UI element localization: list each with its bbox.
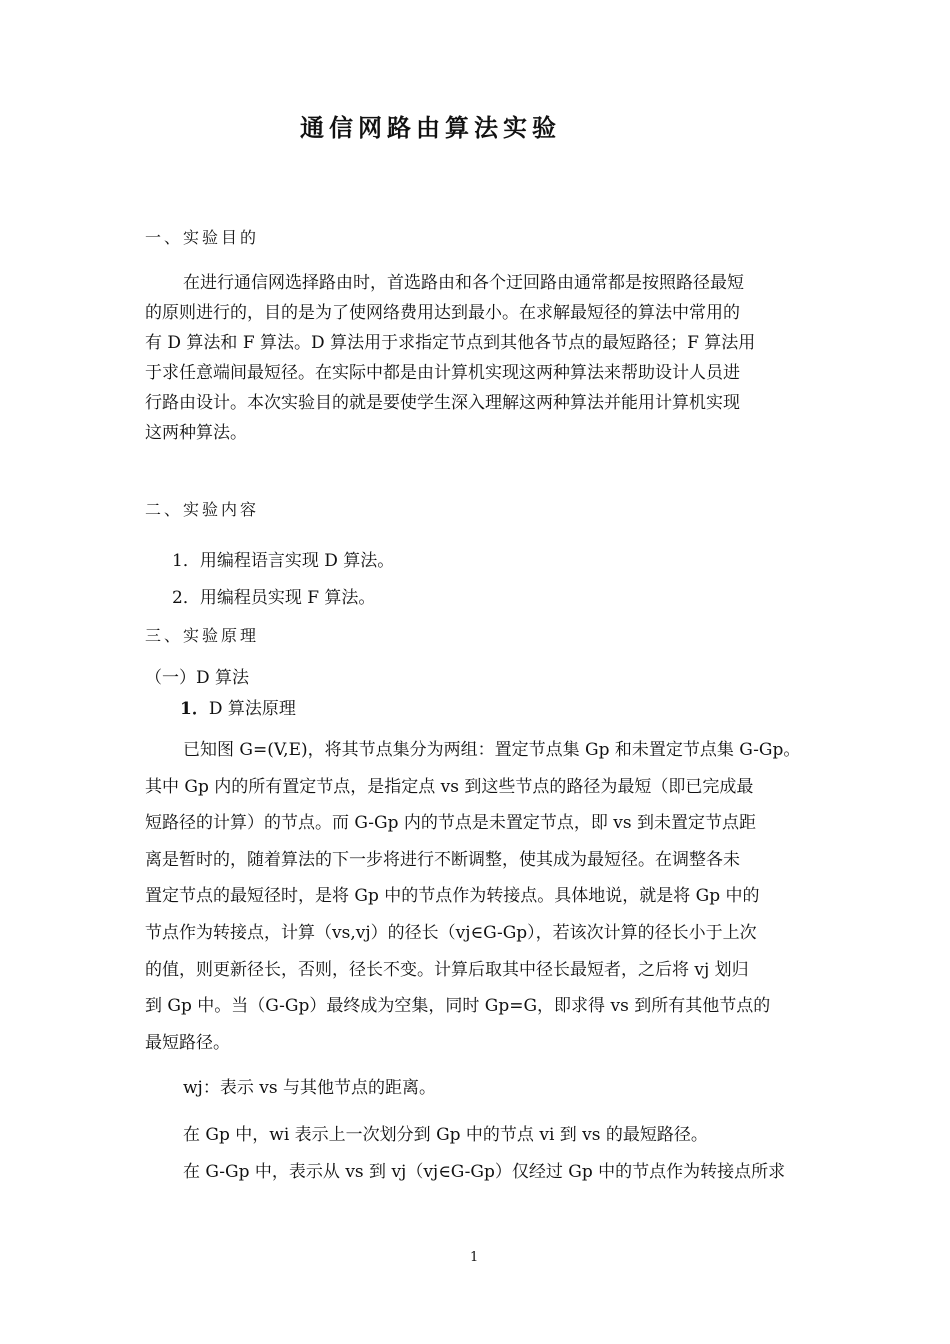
paragraph-line: 节点作为转接点，计算（vs,vj）的径长（vj∈G-Gp），若该次计算的径长小于上次 (145, 922, 757, 943)
paragraph-line: 短路径的计算）的节点。而 G-Gp 内的节点是未置定节点，即 vs 到未置定节点距 (145, 813, 757, 834)
content-item: 1．用编程语言实现 D 算法。 (172, 551, 395, 571)
content-item: 2．用编程员实现 F 算法。 (172, 588, 376, 608)
paragraph-line: 最短路径。 (145, 1032, 230, 1053)
paragraph-line: 离是暂时的，随着算法的下一步将进行不断调整，使其成为最短径。在调整各未 (145, 849, 740, 870)
paragraph-line: 的原则进行的，目的是为了使网络费用达到最小。在求解最短径的算法中常用的 (145, 303, 740, 323)
principle-paragraph (145, 732, 815, 1061)
subsubsection-number: 1． (180, 699, 209, 719)
paragraph-line: 的值，则更新径长，否则，径长不变。计算后取其中径长最短者，之后将 vj 划归 (145, 959, 749, 980)
section-heading-content: 二、实验内容 (145, 500, 260, 519)
section-heading-principle: 三、实验原理 (145, 626, 260, 645)
definition-wj: wj：表示 vs 与其他节点的距离。 (183, 1078, 436, 1098)
purpose-paragraph (145, 268, 815, 448)
section-heading-purpose: 一、实验目的 (145, 228, 260, 247)
paragraph-line: 在进行通信网选择路由时，首选路由和各个迂回路由通常都是按照路径最短 (183, 273, 744, 293)
definition-g-gp: 在 G-Gp 中，表示从 vs 到 vj（vj∈G-Gp）仅经过 Gp 中的节点作为转接点所求 (183, 1162, 786, 1182)
paragraph-line: 于求任意端间最短径。在实际中都是由计算机实现这两种算法来帮助设计人员进 (145, 363, 740, 383)
paragraph-line: 到 Gp 中。当（G-Gp）最终成为空集，同时 Gp=G，即求得 vs 到所有其他节点的 (145, 996, 771, 1017)
subsubsection-d-principle (180, 694, 296, 719)
subsection-d-algorithm: （一）D 算法 (145, 668, 250, 688)
document-title: 通信网路由算法实验 (300, 113, 561, 142)
paragraph-line: 有 D 算法和 F 算法。D 算法用于求指定节点到其他各节点的最短路径；F 算法用 (145, 333, 756, 353)
definition-wi: 在 Gp 中，wi 表示上一次划分到 Gp 中的节点 vi 到 vs 的最短路径。 (183, 1125, 708, 1145)
subsubsection-label: D 算法原理 (208, 699, 296, 719)
paragraph-line: 行路由设计。本次实验目的就是要使学生深入理解这两种算法并能用计算机实现 (145, 393, 740, 413)
paragraph-line: 这两种算法。 (145, 423, 247, 443)
page-number: 1 (470, 1250, 479, 1265)
paragraph-line: 已知图 G=(V,E)，将其节点集分为两组：置定节点集 Gp 和未置定节点集 G-Gp。 (183, 740, 801, 760)
paragraph-line: 其中 Gp 内的所有置定节点，是指定点 vs 到这些节点的路径为最短（即已完成最 (145, 776, 754, 797)
paragraph-line: 置定节点的最短径时，是将 Gp 中的节点作为转接点。具体地说，就是将 Gp 中的 (145, 886, 760, 907)
